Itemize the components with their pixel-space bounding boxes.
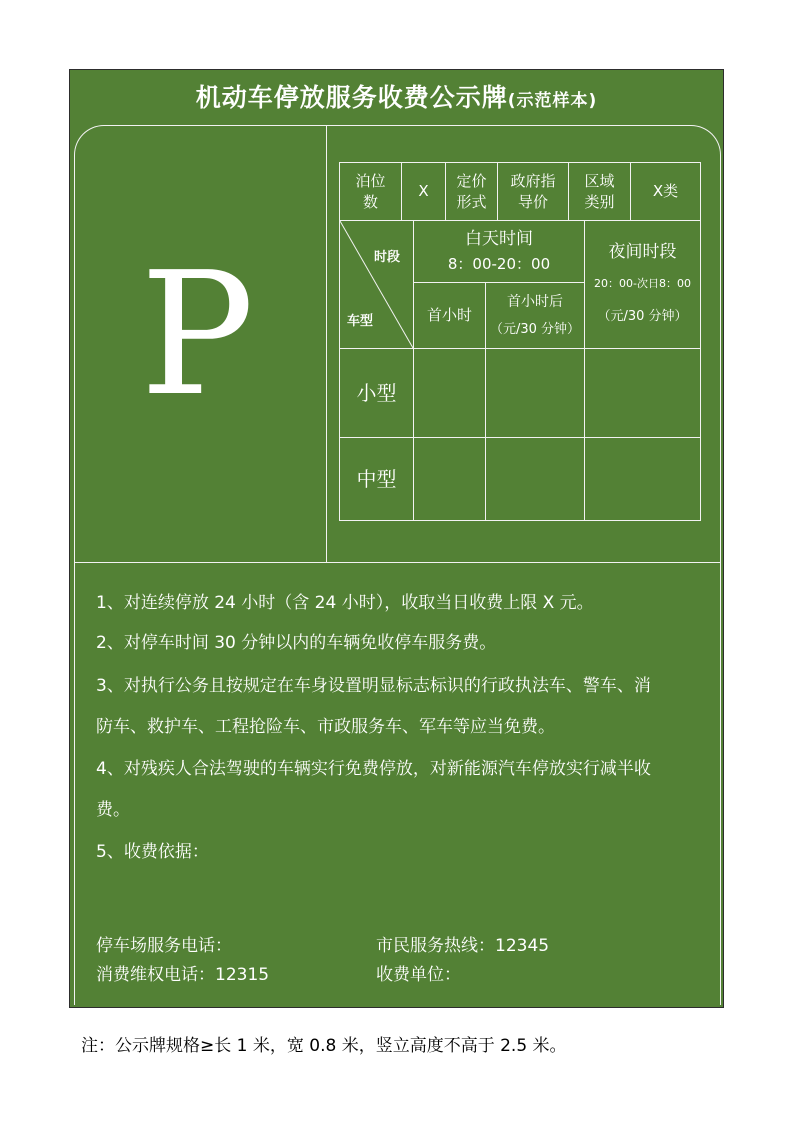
row-small-night	[584, 348, 701, 438]
row-medium-label-cell	[339, 437, 414, 521]
berth-value: X	[418, 182, 429, 200]
diag-vehicle-label: 车型	[347, 314, 374, 329]
zone-label: 区域类别	[584, 171, 615, 211]
day-hours: 8：00-20：00	[447, 254, 551, 273]
horizontal-divider	[75, 562, 720, 563]
rule-item: 2、对停车时间 30 分钟以内的车辆免收停车服务费。	[96, 633, 497, 653]
day-label: 白天时间	[465, 228, 533, 249]
row-medium-night	[584, 437, 701, 521]
rule-item: 1、对连续停放 24 小时（含 24 小时），收取当日收费上限 X 元。	[96, 593, 594, 613]
pricing-value-cell	[497, 162, 569, 221]
rule-item: 4、对残疾人合法驾驶的车辆实行免费停放，对新能源汽车停放实行减半收	[96, 759, 651, 779]
charge-unit: 收费单位：	[376, 965, 461, 985]
spec-note: 注：公示牌规格≥长 1 米，宽 0.8 米，竖立高度不高于 2.5 米。	[81, 1036, 567, 1056]
row-small-first-hour	[413, 348, 486, 438]
rule-item: 3、对执行公务且按规定在车身设置明显标志标识的行政执法车、警车、消	[96, 676, 651, 696]
zone-label-cell	[568, 162, 631, 221]
board-title	[70, 70, 723, 126]
zone-value: X类	[652, 182, 679, 200]
consumer-phone: 消费维权电话：12315	[96, 965, 270, 985]
row-medium-first-hour	[413, 437, 486, 521]
rule-item: 防车、救护车、工程抢险车、市政服务车、军车等应当免费。	[96, 717, 555, 737]
citizen-hotline: 市民服务热线：12345	[376, 936, 550, 956]
row-medium-after-first-hour	[485, 437, 585, 521]
after-first-hour-label: 首小时后	[507, 293, 563, 310]
berth-value-cell	[401, 162, 446, 221]
parking-p-icon: P	[140, 236, 255, 434]
vertical-divider	[326, 126, 327, 562]
pricing-label-cell	[445, 162, 498, 221]
after-first-hour-cell	[485, 282, 585, 349]
night-unit: （元/30 分钟）	[597, 309, 688, 324]
pricing-label: 定价形式	[456, 171, 487, 211]
row-small-after-first-hour	[485, 348, 585, 438]
day-time-cell	[413, 220, 585, 283]
night-label: 夜间时段	[608, 242, 677, 262]
service-phone: 停车场服务电话：	[96, 936, 232, 956]
night-time-cell	[584, 220, 701, 349]
diag-period-label: 时段	[374, 250, 401, 265]
berth-label-cell	[339, 162, 402, 221]
night-hours: 20：00-次日8：00	[594, 277, 691, 290]
pricing-value: 政府指导价	[510, 171, 556, 211]
first-hour-label: 首小时	[426, 306, 472, 324]
rule-item: 费。	[96, 800, 130, 820]
rule-item: 5、收费依据：	[96, 842, 209, 862]
berth-label: 泊位数	[355, 171, 386, 211]
first-hour-cell	[413, 282, 486, 349]
title-main: 机动车停放服务收费公示牌	[195, 83, 508, 112]
after-first-hour-unit: （元/30 分钟）	[489, 321, 581, 337]
row-small-label: 小型	[356, 380, 397, 405]
row-small-label-cell	[339, 348, 414, 438]
row-medium-label: 中型	[356, 466, 397, 491]
zone-value-cell	[630, 162, 701, 221]
title-sub: (示范样本)	[507, 91, 598, 111]
diagonal-line	[339, 220, 414, 349]
